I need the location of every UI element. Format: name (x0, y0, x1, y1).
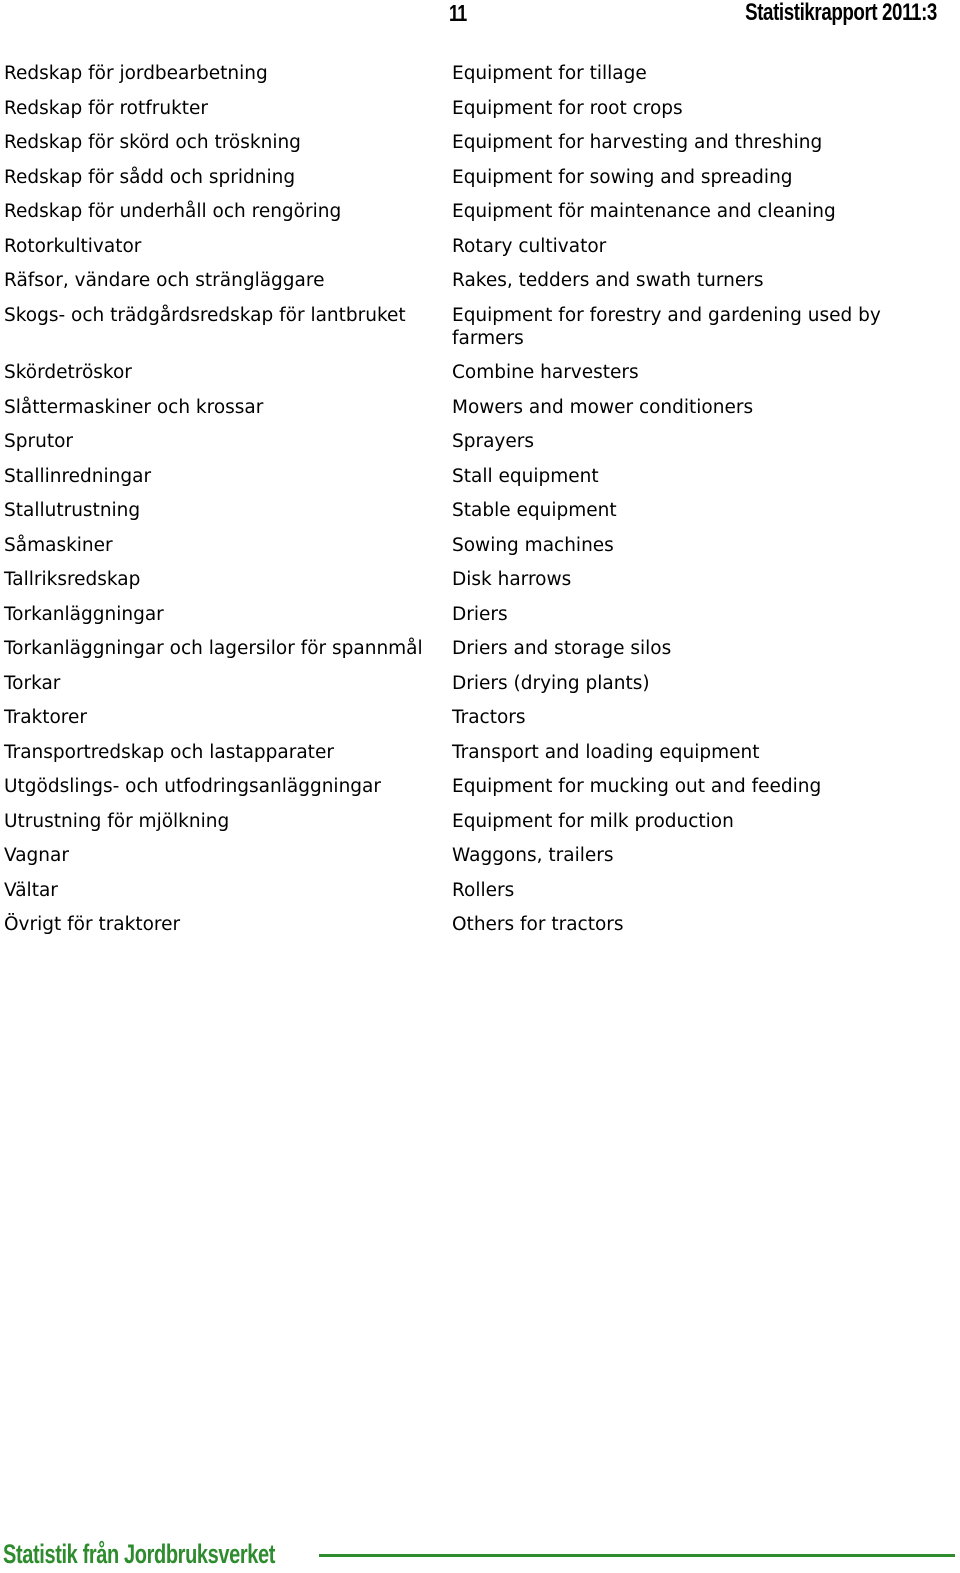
english-term: Driers (drying plants) (452, 672, 650, 694)
glossary-row (4, 741, 944, 764)
swedish-term: Utgödslings- och utfodringsanläggningar (4, 776, 381, 797)
swedish-term: Såmaskiner (4, 534, 113, 556)
english-term: Rotary cultivator (452, 235, 607, 257)
glossary-row (4, 706, 944, 729)
english-term: Equipment for root crops (452, 97, 683, 119)
english-term: Equipment for sowing and spreading (452, 166, 793, 188)
english-term: Waggons, trailers (452, 845, 614, 866)
swedish-term: Sprutor (4, 431, 73, 452)
swedish-term: Övrigt för traktorer (4, 914, 181, 935)
swedish-term: Stallinredningar (4, 465, 152, 487)
glossary-row (4, 775, 944, 798)
page-footer (0, 1536, 960, 1573)
glossary-row (4, 396, 944, 419)
glossary-row (4, 200, 944, 223)
swedish-term: Tallriksredskap (4, 569, 141, 590)
english-term: Others for tractors (452, 914, 624, 935)
swedish-term: Stallutrustning (4, 500, 141, 521)
english-term: Equipment for mucking out and feeding (452, 776, 822, 797)
swedish-term: Traktorer (4, 707, 87, 728)
glossary-row (4, 499, 944, 522)
english-term: Equipment för maintenance and cleaning (452, 201, 836, 222)
swedish-term: Skördetröskor (4, 362, 132, 383)
glossary-row (4, 568, 944, 591)
swedish-term: Redskap för rotfrukter (4, 97, 209, 119)
swedish-term: Transportredskap och lastapparater (4, 741, 334, 763)
english-term: Equipment for forestry and gardening used by farmers (452, 304, 881, 349)
swedish-term: Redskap för underhåll och rengöring (4, 201, 342, 222)
report-title: Statistikrapport 2011:3 (745, 0, 937, 26)
glossary-row (4, 465, 944, 488)
glossary-row (4, 361, 944, 384)
english-term: Stall equipment (452, 465, 599, 487)
glossary-row (4, 534, 944, 557)
glossary-row (4, 131, 944, 154)
glossary-list (4, 62, 944, 948)
glossary-row (4, 913, 944, 936)
swedish-term: Redskap för jordbearbetning (4, 63, 268, 84)
english-term: Equipment for tillage (452, 63, 647, 84)
english-term: Transport and loading equipment (452, 741, 760, 763)
swedish-term: Vältar (4, 879, 58, 901)
english-term: Combine harvesters (452, 362, 639, 383)
footer-rule (319, 1554, 955, 1557)
glossary-row (4, 844, 944, 867)
english-term: Sprayers (452, 431, 535, 452)
swedish-term: Torkanläggningar (4, 603, 164, 625)
swedish-term: Utrustning för mjölkning (4, 810, 230, 832)
english-term: Disk harrows (452, 569, 572, 590)
glossary-row (4, 603, 944, 626)
glossary-row (4, 235, 944, 258)
english-term: Rollers (452, 879, 515, 901)
swedish-term: Redskap för skörd och tröskning (4, 132, 301, 153)
english-term: Sowing machines (452, 534, 614, 556)
swedish-term: Räfsor, vändare och strängläggare (4, 270, 325, 291)
footer-brand: Statistik från Jordbruksverket (3, 1539, 276, 1569)
english-term: Equipment for harvesting and threshing (452, 132, 823, 153)
english-term: Rakes, tedders and swath turners (452, 270, 764, 291)
swedish-term: Torkar (4, 672, 61, 694)
english-term: Driers and storage silos (452, 638, 672, 659)
glossary-row (4, 637, 944, 660)
english-term: Equipment for milk production (452, 810, 734, 832)
english-term: Driers (452, 603, 508, 625)
english-term: Stable equipment (452, 500, 617, 521)
swedish-term: Slåttermaskiner och krossar (4, 396, 264, 418)
swedish-term: Redskap för sådd och spridning (4, 166, 296, 188)
english-term: Mowers and mower conditioners (452, 396, 754, 418)
glossary-row (4, 269, 944, 292)
page-header (0, 0, 960, 28)
glossary-row (4, 97, 944, 120)
glossary-row (4, 672, 944, 695)
glossary-row (4, 304, 944, 350)
glossary-row (4, 879, 944, 902)
swedish-term: Skogs- och trädgårdsredskap för lantbruket (4, 304, 406, 326)
swedish-term: Torkanläggningar och lagersilor för spannmål (4, 638, 423, 659)
swedish-term: Rotorkultivator (4, 235, 142, 257)
glossary-row (4, 62, 944, 85)
swedish-term: Vagnar (4, 845, 69, 866)
glossary-row (4, 166, 944, 189)
page-number: 11 (449, 0, 467, 26)
glossary-row (4, 430, 944, 453)
english-term: Tractors (452, 707, 526, 728)
glossary-row (4, 810, 944, 833)
